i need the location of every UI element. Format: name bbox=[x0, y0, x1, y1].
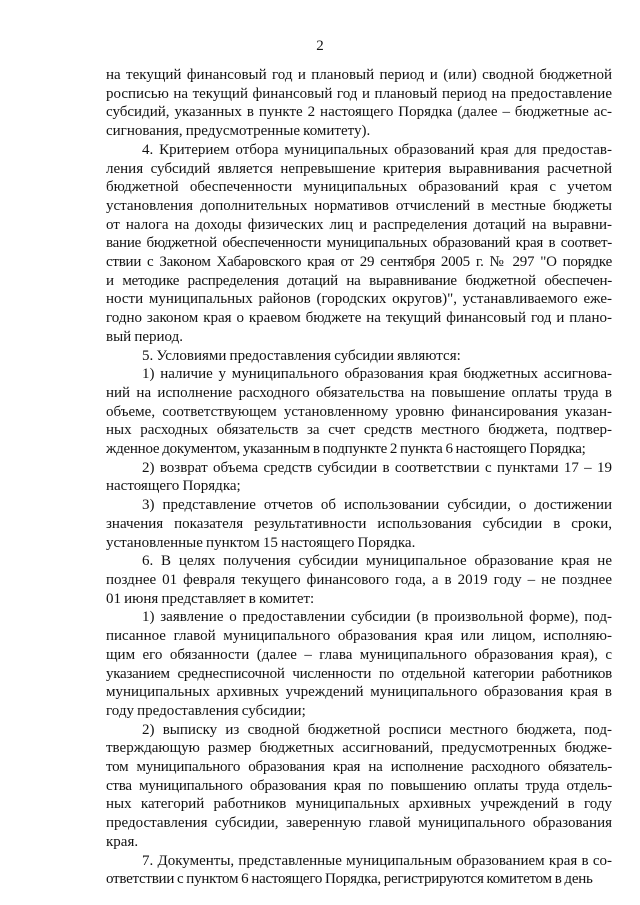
text-line: бюджетной обеспеченности муниципальных образований края с учетом bbox=[106, 179, 612, 196]
text-line: ных категорий работников муниципальных архивных учреждений в году bbox=[106, 796, 612, 813]
text-line: 6. В целях получения субсидии муниципальное образование края не bbox=[142, 553, 612, 570]
text-line: настоящего Порядка; bbox=[106, 478, 241, 495]
text-line: ствии с Законом Хабаровского края от 29 сентября 2005 г. № 297 "О порядке bbox=[106, 254, 612, 271]
text-line: ответствии с пунктом 6 настоящего Порядка, регистрируются комитетом в день bbox=[106, 871, 593, 888]
paragraph bbox=[106, 552, 612, 608]
text-line: позднее 01 февраля текущего финансового года, а в 2019 году – не позднее bbox=[106, 571, 612, 588]
text-line: значения показателя результативности использования субсидии в сроки, bbox=[106, 515, 612, 532]
text-line: году предоставления субсидии; bbox=[106, 702, 306, 719]
text-line: 01 июня представляет в комитет: bbox=[106, 590, 315, 607]
text-line: годно законом края о краевом бюджете на текущий финансовый год и плано- bbox=[106, 310, 612, 327]
text-line: указанием среднесписочной численности по отдельной категории работников bbox=[106, 665, 612, 682]
paragraph bbox=[106, 141, 612, 347]
text-line: ний на исполнение расходного обязательства на повышение оплаты труда в bbox=[106, 384, 612, 401]
text-line: писанное главой муниципального образования края или лицом, исполняю- bbox=[106, 628, 612, 645]
page-number: 2 bbox=[316, 38, 324, 54]
paragraph bbox=[106, 496, 612, 552]
text-line: 5. Условиями предоставления субсидии являются: bbox=[142, 347, 461, 364]
text-line: 1) заявление о предоставлении субсидии (в произвольной форме), под- bbox=[142, 609, 612, 626]
paragraph bbox=[106, 852, 612, 889]
text-line: на текущий финансовый год и плановый период и (или) сводной бюджетной bbox=[106, 67, 612, 83]
text-line: предоставления субсидии, заверенную главой муниципального образования bbox=[106, 815, 612, 832]
document-body bbox=[106, 66, 612, 889]
text-line: ства муниципального образования края по повышению оплаты труда отдель- bbox=[106, 777, 612, 794]
text-line: сигнования, предусмотренные комитету). bbox=[106, 123, 371, 140]
paragraph bbox=[106, 347, 612, 366]
text-line: объеме, соответствующем установленному уровню финансирования указан- bbox=[106, 403, 612, 420]
paragraph bbox=[106, 459, 612, 496]
text-line: края. bbox=[106, 833, 139, 850]
text-line: щим его обязанности (далее – глава муниципального образования края), с bbox=[106, 646, 612, 663]
text-line: субсидий, указанных в пункте 2 настоящего Порядка (далее – бюджетные ас- bbox=[106, 104, 612, 121]
paragraph bbox=[106, 66, 612, 141]
text-line: 1) наличие у муниципального образования края бюджетных ассигнова- bbox=[142, 366, 612, 383]
paragraph bbox=[106, 608, 612, 720]
text-line: и методике распределения дотаций на выравнивание бюджетной обеспечен- bbox=[106, 272, 612, 289]
text-line: 4. Критерием отбора муниципальных образований края для предостав- bbox=[142, 141, 612, 158]
text-line: установленные пунктом 15 настоящего Порядка. bbox=[106, 534, 416, 551]
text-line: ления субсидий является непревышение критерия выравнивания расчетной bbox=[106, 160, 612, 177]
text-line: ных расходных обязательств за счет средств местного бюджета, подтвер- bbox=[106, 422, 612, 439]
text-line: 2) возврат объема средств субсидии в соответствии с пунктами 17 – 19 bbox=[142, 459, 612, 476]
text-line: установления дополнительных нормативов отчислений в местные бюджеты bbox=[106, 197, 612, 214]
text-line: вание бюджетной обеспеченности муниципальных образований края в соответ- bbox=[106, 235, 612, 252]
paragraph bbox=[106, 365, 612, 459]
text-line: ности муниципальных районов (городских округов)", устанавливаемого еже- bbox=[106, 291, 612, 308]
text-line: тверждающую размер бюджетных ассигнований, предусмотренных бюдже- bbox=[106, 740, 612, 757]
text-line: 3) представление отчетов об использовании субсидии, о достижении bbox=[142, 497, 612, 514]
paragraph bbox=[106, 721, 612, 852]
text-line: 7. Документы, представленные муниципальным образованием края в со- bbox=[142, 852, 612, 869]
text-line: вый период. bbox=[106, 328, 184, 345]
text-line: росписью на текущий финансовый год и плановый период на предоставление bbox=[106, 85, 612, 102]
text-line: от налога на доходы физических лиц и распределения дотаций на выравни- bbox=[106, 216, 612, 233]
text-line: жденное документом, указанным в подпункте 2 пункта 6 настоящего Порядка; bbox=[106, 441, 586, 458]
text-line: муниципальных архивных учреждений муниципального образования края в bbox=[106, 684, 612, 701]
text-line: том муниципального образования края на исполнение расходного обязатель- bbox=[106, 759, 612, 776]
text-line: 2) выписку из сводной бюджетной росписи местного бюджета, под- bbox=[142, 721, 612, 738]
